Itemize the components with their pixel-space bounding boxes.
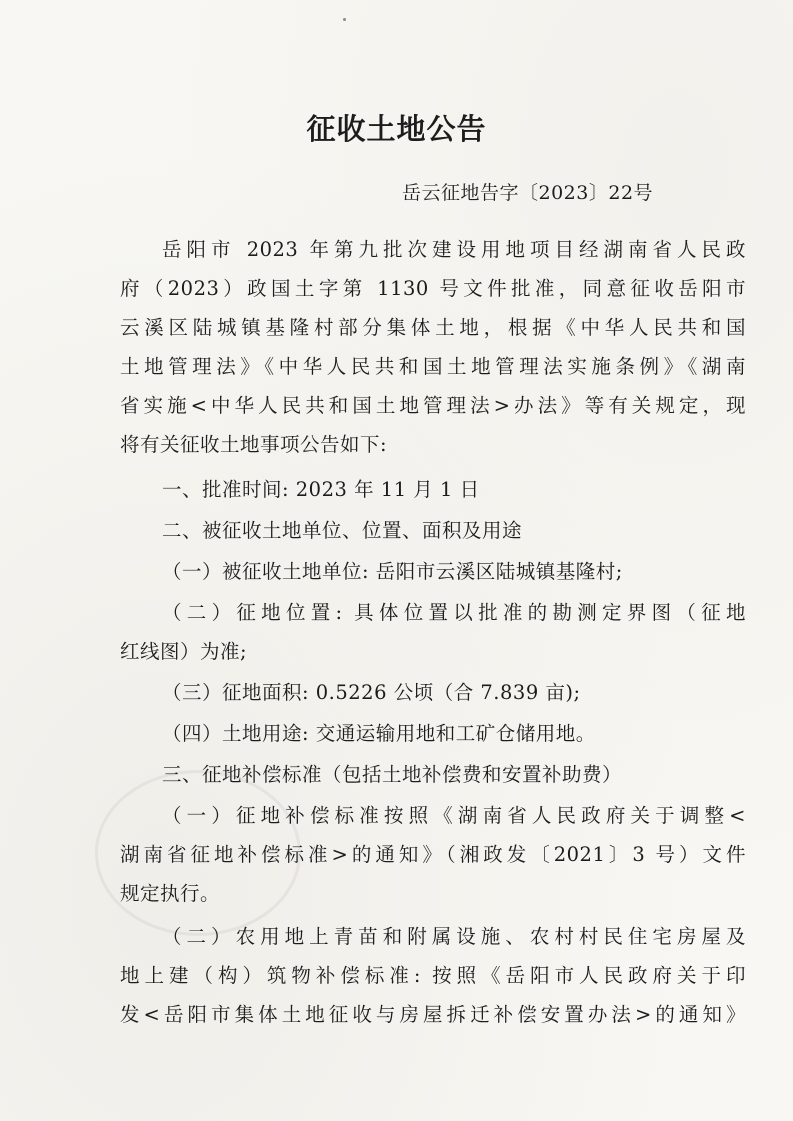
document-number: 岳云征地告字〔2023〕22号 (402, 182, 654, 204)
list-item: （一）征地补偿标准按照《湖南省人民政府关于调整< (162, 804, 746, 827)
list-item: （二）农用地上青苗和附属设施、农村村民住宅房屋及 (162, 925, 746, 948)
paragraph-line: 土地管理法》《中华人民共和国土地管理法实施条例》《湖南 (120, 355, 746, 378)
page-title: 征收土地公告 (306, 112, 487, 146)
list-item-continuation: 红线图）为准; (120, 640, 248, 663)
list-item-continuation: 湖南省征地补偿标准>的通知》（湘政发〔2021〕3 号）文件 (120, 843, 746, 866)
section-heading: 二、被征收土地单位、位置、面积及用途 (162, 519, 523, 542)
scan-speck (343, 18, 346, 21)
section-heading: 三、征地补偿标准（包括土地补偿费和安置补助费） (162, 763, 623, 786)
section-heading: 一、批准时间: 2023 年 11 月 1 日 (162, 478, 480, 501)
list-item: （一）被征收土地单位: 岳阳市云溪区陆城镇基隆村; (162, 560, 623, 583)
paragraph-line: 云溪区陆城镇基隆村部分集体土地，根据《中华人民共和国 (120, 316, 746, 339)
list-item-continuation: 发<岳阳市集体土地征收与房屋拆迁补偿安置办法>的通知》 (120, 1003, 746, 1026)
paragraph-line: 岳阳市 2023 年第九批次建设用地项目经湖南省人民政 (162, 238, 746, 261)
list-item: （四）土地用途: 交通运输用地和工矿仓储用地。 (162, 722, 596, 745)
list-item: （三）征地面积: 0.5226 公顷（合 7.839 亩); (162, 681, 581, 704)
list-item-continuation: 地上建（构）筑物补偿标准: 按照《岳阳市人民政府关于印 (120, 964, 746, 987)
list-item-continuation: 规定执行。 (120, 882, 221, 905)
paragraph-line: 府（2023）政国土字第 1130 号文件批准，同意征收岳阳市 (120, 277, 746, 300)
paragraph-line: 将有关征收土地事项公告如下: (120, 433, 388, 456)
list-item: （二）征地位置: 具体位置以批准的勘测定界图（征地 (162, 601, 746, 624)
paragraph-line: 省实施<中华人民共和国土地管理法>办法》等有关规定，现 (120, 394, 746, 417)
